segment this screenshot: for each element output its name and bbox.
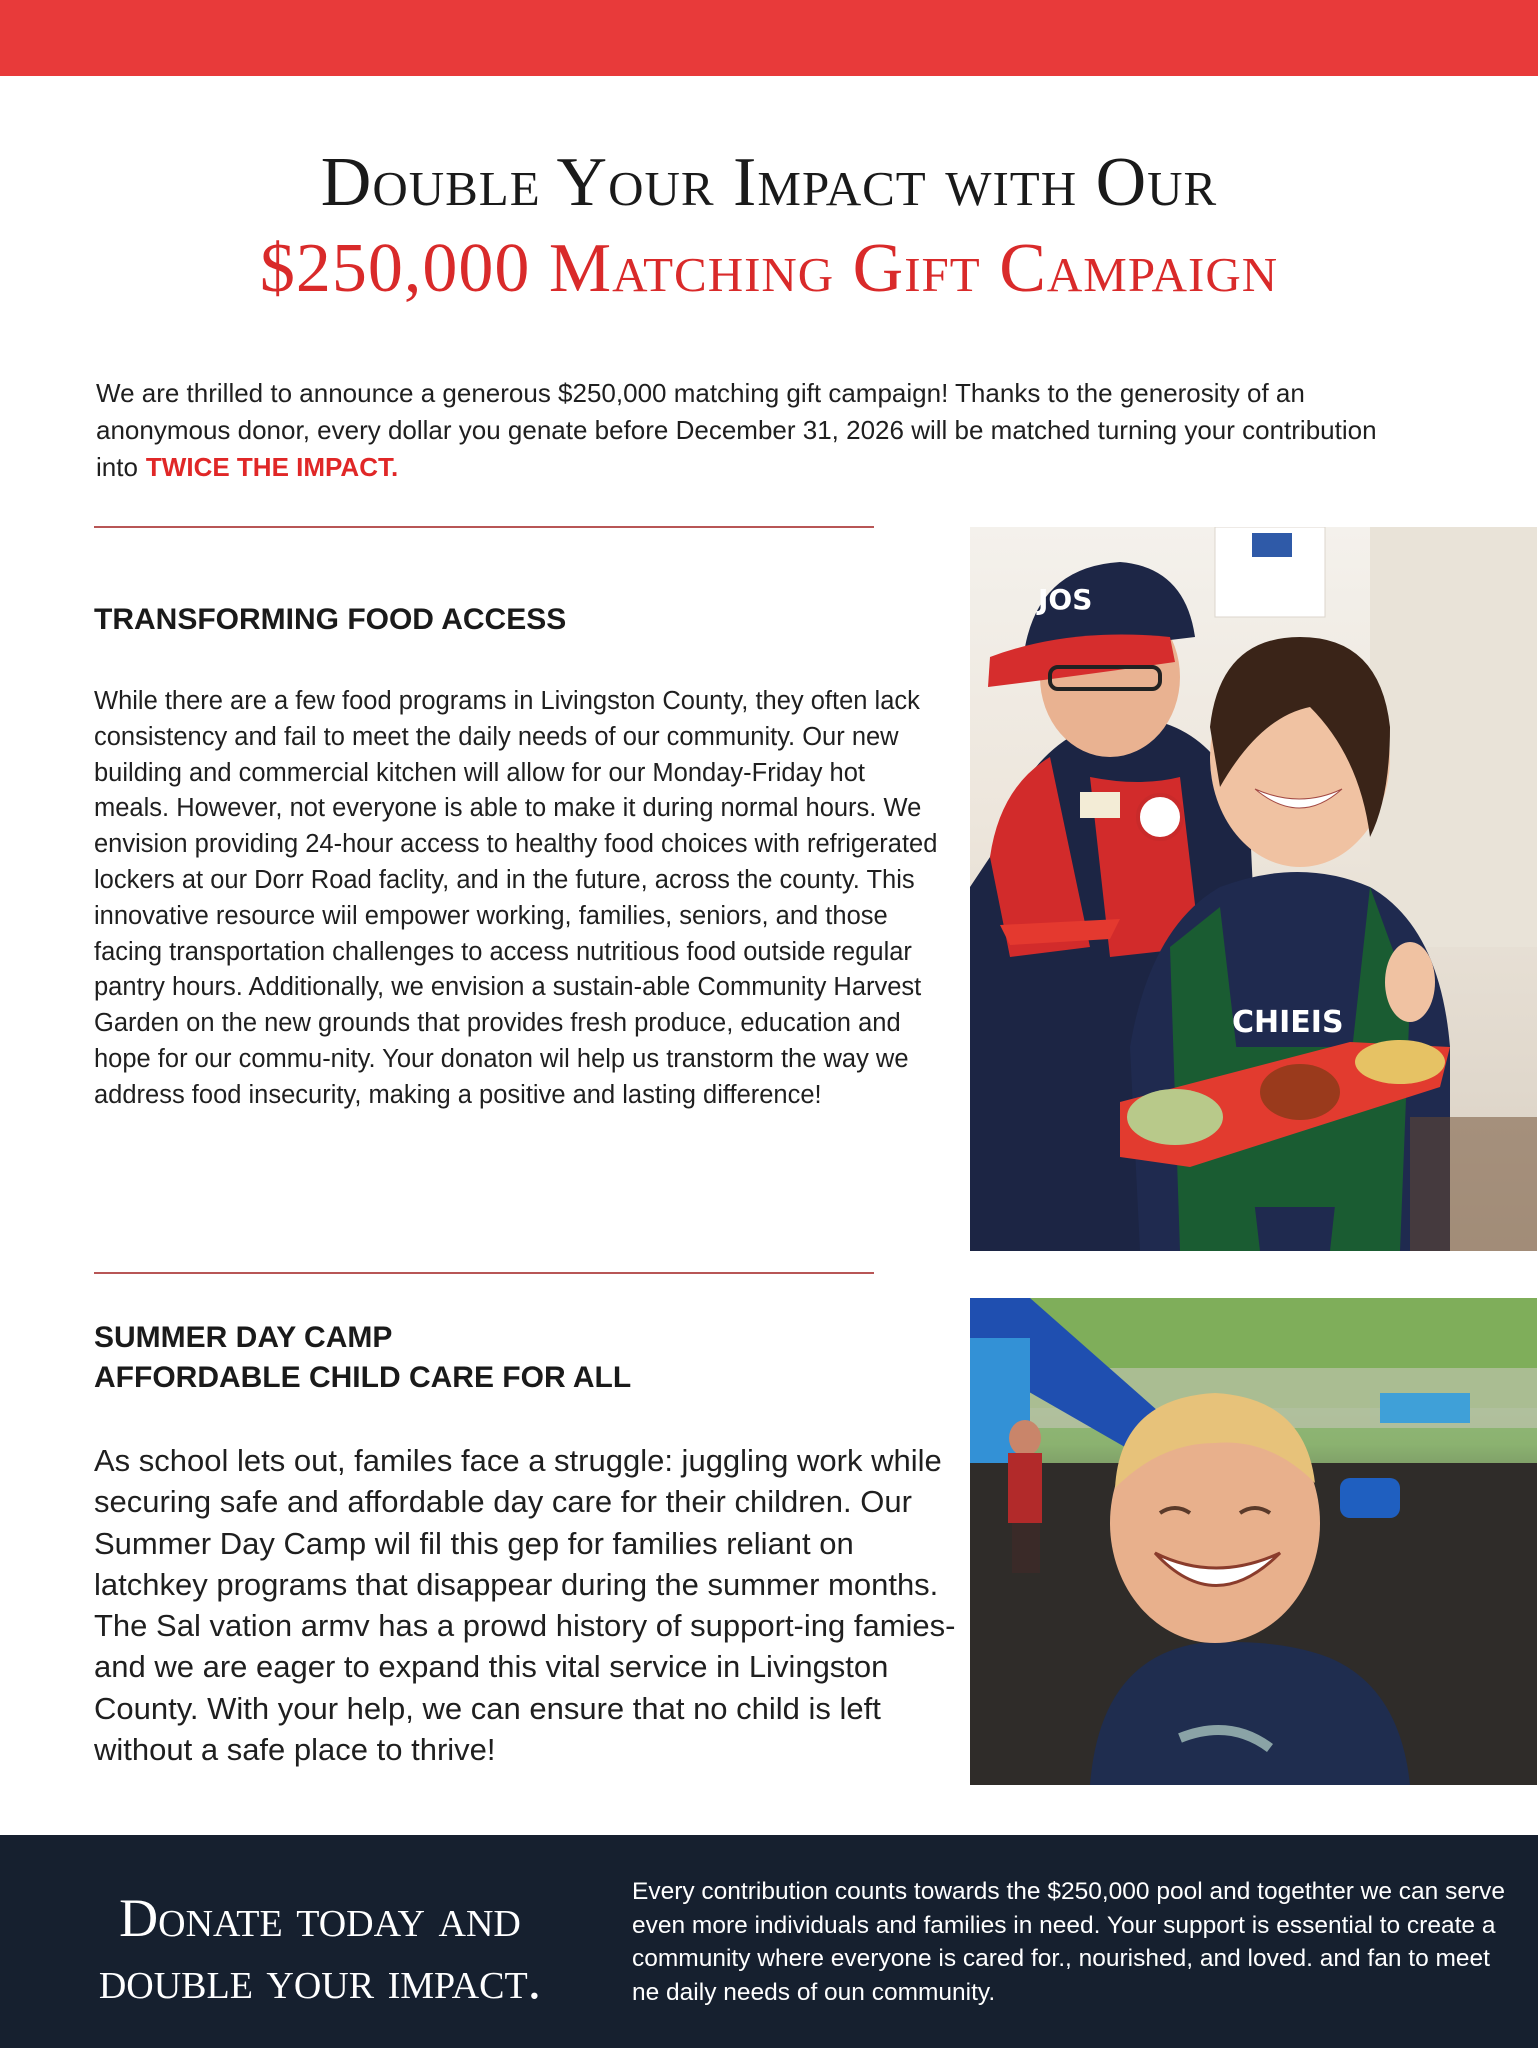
footer-title [40, 1887, 600, 2011]
summer-camp-photo [970, 1298, 1537, 1785]
section1-heading: TRANSFORMING FOOD ACCESS [94, 603, 567, 636]
intro-emphasis: TWICE THE IMPACT. [145, 452, 399, 482]
intro-text: We are thrilled to announce a generous $250,000 matching gift campaign! Thanks to the generosity of an anonymous donor, every dollar you genate before December 31, 2026 will be matched turning your contribution into [96, 378, 1377, 482]
title-line-1: Double Your Impact with Our [320, 144, 1218, 221]
title-line-2: $250,000 Matching Gift Campaign [259, 230, 1279, 307]
footer-banner [0, 1835, 1538, 2048]
section2-heading-2: AFFORDABLE CHILD CARE FOR ALL [94, 1361, 632, 1394]
section1-body: While there are a few food programs in Livingston County, they often lack consistency and fail to meet the daily needs of our community. Our new building and commercial kitchen will allow for our Monday-Friday hot meals. However, not everyone is able to make it during normal hours. We envision providing 24-hour access to healthy food choices with refrigerated lockers at our Dorr Road faclity, and in the future, across the county. This innovative resource wiil empower working, families, seniors, and those facing transportation challenges to access nutritious food outside regular pantry hours. Additionally, we envision a sustain-able Community Harvest Garden on the new grounds that provides fresh produce, education and hope for our commu-nity. Your donaton wil help us transtorm the way we address food insecurity, making a positive and lasting difference! [94, 687, 938, 1109]
divider-2 [94, 1272, 874, 1274]
page-title [0, 140, 1538, 312]
footer-title-line-2: double your impact. [98, 1950, 542, 2010]
footer-title-line-1: Donate today and [119, 1888, 521, 1948]
shirt-logo-text: CHIEIS [1232, 1005, 1344, 1040]
food-service-photo [970, 527, 1537, 1251]
section2-heading-1: SUMMER DAY CAMP [94, 1321, 393, 1354]
cap-logo-text: JOS [1038, 583, 1093, 616]
intro-paragraph [96, 375, 1396, 486]
footer-text: Every contribution counts towards the $250,000 pool and togethter we can serve even more individuals and families in need. Your support is essential to create a community where everyone is cared for., nourished, and loved. and fan to meet ne daily needs of oun community. [632, 1878, 1506, 2006]
divider-1 [94, 526, 874, 528]
section2-body: As school lets out, familes face a struggle: juggling work while securing safe and affordable day care for their children. Our Summer Day Camp wil fil this gep for families reliant on latchkey programs that disappear during the summer months. The Sal vation armv has a prowd history of support-ing famies-and we are eager to expand this vital service in Livingston County. With your help, we can ensure that no child is left without a safe place to thrive! [94, 1443, 956, 1768]
top-accent-bar [0, 0, 1538, 76]
